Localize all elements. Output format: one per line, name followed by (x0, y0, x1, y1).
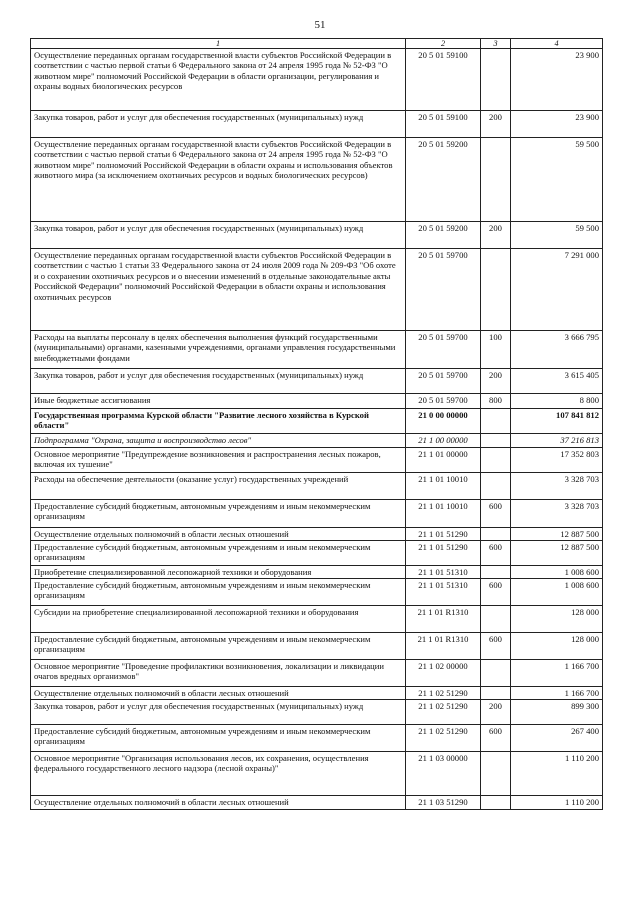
row-name-cell: Осуществление переданных органам государственной власти субъектов Российской Федерации в соответствии с частью первой статьи 6 Федерального закона от 24 апреля 1995 года № 52-ФЗ "О животном мире" полномочий Российской Федерации в области охраны и использования объектов животного мира (за исключением охотничьих ресурсов и водных биологических ресурсов) (31, 138, 406, 222)
table-row (31, 687, 603, 700)
row-name-cell: Расходы на выплаты персоналу в целях обеспечения выполнения функций государственными (муниципальными) органами, казенными учреждениями, органами управления государственными внебюджетными фондами (31, 331, 406, 369)
row-type-cell: 600 (481, 500, 511, 528)
row-amount-cell: 37 216 813 (511, 434, 603, 448)
row-type-cell (481, 752, 511, 796)
row-code-cell: 21 1 01 R1310 (406, 633, 481, 660)
row-name-cell: Основное мероприятие "Организация использования лесов, их сохранения, осуществления федерального государственного лесного надзора (лесной охраны)" (31, 752, 406, 796)
row-type-cell (481, 448, 511, 473)
row-type-cell (481, 434, 511, 448)
table-row (31, 700, 603, 725)
table-row (31, 566, 603, 579)
row-name-cell: Субсидии на приобретение специализированной лесопожарной техники и оборудования (31, 606, 406, 633)
table-row (31, 49, 603, 111)
row-code-cell: 21 1 02 00000 (406, 660, 481, 687)
row-amount-cell: 1 110 200 (511, 752, 603, 796)
row-name-cell: Осуществление переданных органам государственной власти субъектов Российской Федерации в соответствии с частью 1 статьи 33 Федерального закона от 24 июля 2009 года № 209-ФЗ "Об охоте и о сохранении охотничьих ресурсов и о внесении изменений в отдельные законодательные акты Российской Федерации" полномочий Российской Федерации в области охраны и использования охотничьих ресурсов (31, 249, 406, 331)
row-type-cell: 600 (481, 633, 511, 660)
table-row (31, 725, 603, 752)
row-type-cell: 200 (481, 700, 511, 725)
table-row (31, 409, 603, 434)
table-row (31, 369, 603, 394)
row-code-cell: 20 5 01 59700 (406, 394, 481, 409)
table-row (31, 448, 603, 473)
row-code-cell: 21 1 01 10010 (406, 473, 481, 500)
row-name-cell: Государственная программа Курской области "Развитие лесного хозяйства в Курской области" (31, 409, 406, 434)
row-code-cell: 21 1 01 00000 (406, 448, 481, 473)
row-type-cell (481, 528, 511, 541)
row-code-cell: 20 5 01 59200 (406, 138, 481, 222)
row-code-cell: 21 1 02 51290 (406, 687, 481, 700)
row-code-cell: 21 1 02 51290 (406, 700, 481, 725)
page-number: 51 (314, 19, 326, 31)
row-name-cell: Закупка товаров, работ и услуг для обеспечения государственных (муниципальных) нужд (31, 111, 406, 138)
row-code-cell: 21 1 00 00000 (406, 434, 481, 448)
row-amount-cell: 899 300 (511, 700, 603, 725)
row-type-cell: 200 (481, 369, 511, 394)
row-amount-cell: 7 291 000 (511, 249, 603, 331)
row-code-cell: 20 5 01 59100 (406, 111, 481, 138)
row-name-cell: Закупка товаров, работ и услуг для обеспечения государственных (муниципальных) нужд (31, 700, 406, 725)
table-row (31, 473, 603, 500)
row-type-cell (481, 473, 511, 500)
row-amount-cell: 59 500 (511, 222, 603, 249)
row-name-cell: Закупка товаров, работ и услуг для обеспечения государственных (муниципальных) нужд (31, 222, 406, 249)
table-header-row (31, 39, 603, 49)
row-name-cell: Предоставление субсидий бюджетным, автономным учреждениям и иным некоммерческим организациям (31, 579, 406, 606)
row-amount-cell: 3 328 703 (511, 500, 603, 528)
table-row (31, 541, 603, 566)
table-row (31, 606, 603, 633)
row-code-cell: 21 1 01 51290 (406, 528, 481, 541)
table-row (31, 434, 603, 448)
column-header-amount: 4 (511, 39, 603, 49)
row-type-cell: 200 (481, 111, 511, 138)
table-row (31, 633, 603, 660)
row-amount-cell: 3 328 703 (511, 473, 603, 500)
row-amount-cell: 3 615 405 (511, 369, 603, 394)
row-name-cell: Предоставление субсидий бюджетным, автономным учреждениям и иным некоммерческим организациям (31, 500, 406, 528)
row-amount-cell: 8 800 (511, 394, 603, 409)
row-amount-cell: 1 110 200 (511, 796, 603, 810)
row-amount-cell: 128 000 (511, 606, 603, 633)
row-amount-cell: 107 841 812 (511, 409, 603, 434)
row-amount-cell: 23 900 (511, 49, 603, 111)
table-row (31, 579, 603, 606)
table-body (31, 49, 603, 810)
row-type-cell (481, 49, 511, 111)
row-type-cell (481, 249, 511, 331)
row-type-cell: 600 (481, 725, 511, 752)
column-header-code: 2 (406, 39, 481, 49)
row-name-cell: Расходы на обеспечение деятельности (оказание услуг) государственных учреждений (31, 473, 406, 500)
row-code-cell: 21 1 01 51310 (406, 566, 481, 579)
table-row (31, 249, 603, 331)
row-name-cell: Осуществление переданных органам государственной власти субъектов Российской Федерации в соответствии с частью первой статьи 6 Федерального закона от 24 апреля 1995 года № 52-ФЗ "О животном мире" полномочий Российской Федерации в области организации, регулирования и охраны водных биологических ресурсов (31, 49, 406, 111)
row-type-cell (481, 796, 511, 810)
table-row (31, 111, 603, 138)
row-amount-cell: 59 500 (511, 138, 603, 222)
row-code-cell: 20 5 01 59700 (406, 249, 481, 331)
row-code-cell: 21 1 01 51290 (406, 541, 481, 566)
table-row (31, 796, 603, 810)
table-row (31, 138, 603, 222)
row-type-cell: 600 (481, 541, 511, 566)
table-row (31, 528, 603, 541)
row-name-cell: Иные бюджетные ассигнования (31, 394, 406, 409)
table-row (31, 500, 603, 528)
row-type-cell (481, 138, 511, 222)
row-name-cell: Закупка товаров, работ и услуг для обеспечения государственных (муниципальных) нужд (31, 369, 406, 394)
budget-table (30, 38, 603, 810)
row-code-cell: 20 5 01 59100 (406, 49, 481, 111)
row-name-cell: Предоставление субсидий бюджетным, автономным учреждениям и иным некоммерческим организациям (31, 725, 406, 752)
row-code-cell: 20 5 01 59700 (406, 369, 481, 394)
row-amount-cell: 1 008 600 (511, 579, 603, 606)
row-name-cell: Осуществление отдельных полномочий в области лесных отношений (31, 528, 406, 541)
row-amount-cell: 23 900 (511, 111, 603, 138)
row-type-cell (481, 606, 511, 633)
row-name-cell: Основное мероприятие "Предупреждение возникновения и распространения лесных пожаров, включая их тушение" (31, 448, 406, 473)
row-type-cell: 800 (481, 394, 511, 409)
column-header-name: 1 (31, 39, 406, 49)
row-amount-cell: 1 008 600 (511, 566, 603, 579)
row-type-cell: 200 (481, 222, 511, 249)
row-name-cell: Основное мероприятие "Проведение профилактики возникновения, локализации и ликвидации очагов вредных организмов" (31, 660, 406, 687)
row-type-cell (481, 409, 511, 434)
row-code-cell: 20 5 01 59700 (406, 331, 481, 369)
table-row (31, 394, 603, 409)
row-amount-cell: 12 887 500 (511, 541, 603, 566)
row-name-cell: Осуществление отдельных полномочий в области лесных отношений (31, 687, 406, 700)
row-type-cell: 100 (481, 331, 511, 369)
row-code-cell: 21 1 03 00000 (406, 752, 481, 796)
row-amount-cell: 1 166 700 (511, 687, 603, 700)
table-row (31, 660, 603, 687)
row-type-cell (481, 566, 511, 579)
row-name-cell: Предоставление субсидий бюджетным, автономным учреждениям и иным некоммерческим организациям (31, 633, 406, 660)
row-type-cell (481, 660, 511, 687)
row-amount-cell: 12 887 500 (511, 528, 603, 541)
table-row (31, 222, 603, 249)
row-code-cell: 21 1 01 51310 (406, 579, 481, 606)
row-name-cell: Подпрограмма "Охрана, защита и воспроизводство лесов" (31, 434, 406, 448)
row-code-cell: 21 1 01 10010 (406, 500, 481, 528)
row-amount-cell: 17 352 803 (511, 448, 603, 473)
row-name-cell: Приобретение специализированной лесопожарной техники и оборудования (31, 566, 406, 579)
table-row (31, 331, 603, 369)
row-code-cell: 20 5 01 59200 (406, 222, 481, 249)
row-code-cell: 21 1 02 51290 (406, 725, 481, 752)
column-header-type: 3 (481, 39, 511, 49)
row-amount-cell: 1 166 700 (511, 660, 603, 687)
row-type-cell (481, 687, 511, 700)
row-name-cell: Предоставление субсидий бюджетным, автономным учреждениям и иным некоммерческим организациям (31, 541, 406, 566)
row-code-cell: 21 1 03 51290 (406, 796, 481, 810)
row-name-cell: Осуществление отдельных полномочий в области лесных отношений (31, 796, 406, 810)
row-amount-cell: 128 000 (511, 633, 603, 660)
row-code-cell: 21 0 00 00000 (406, 409, 481, 434)
table-row (31, 752, 603, 796)
row-amount-cell: 3 666 795 (511, 331, 603, 369)
row-amount-cell: 267 400 (511, 725, 603, 752)
row-code-cell: 21 1 01 R1310 (406, 606, 481, 633)
row-type-cell: 600 (481, 579, 511, 606)
